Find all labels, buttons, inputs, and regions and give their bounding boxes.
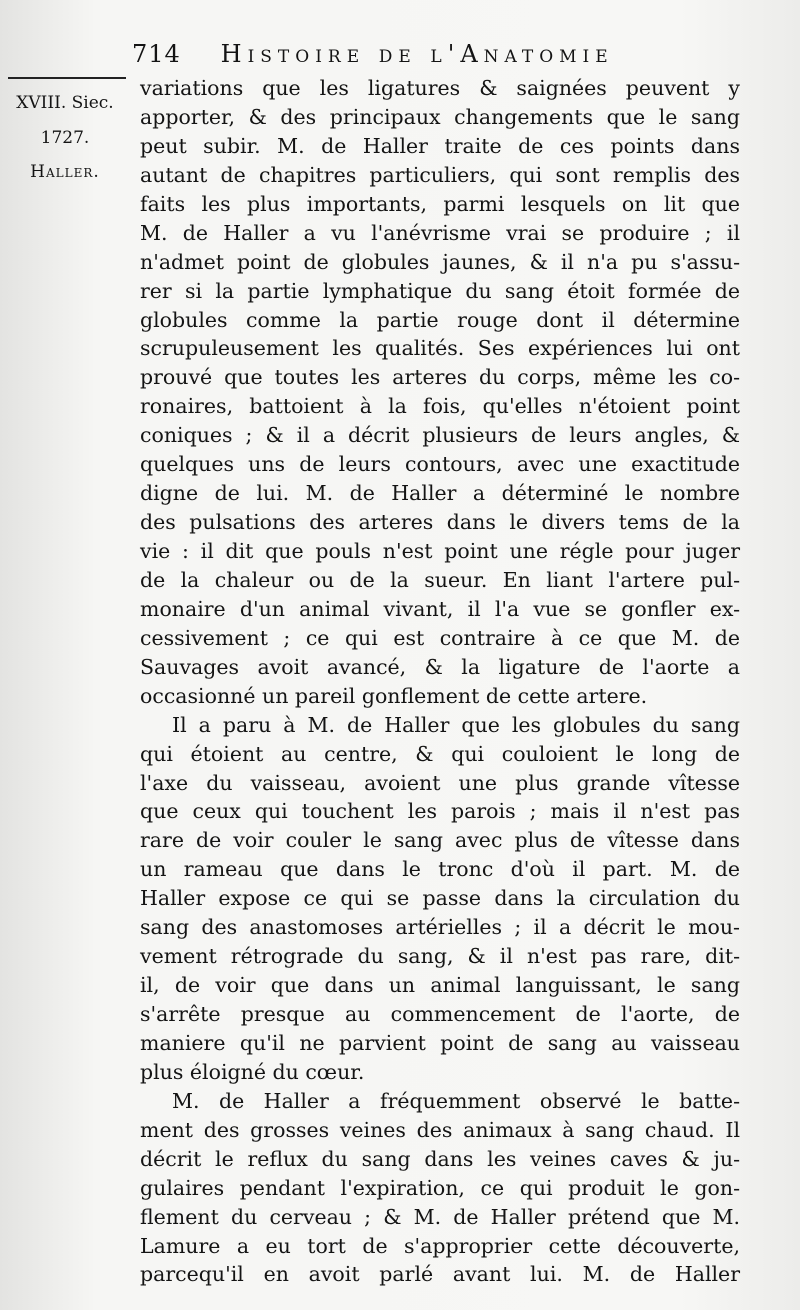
text-line: autant de chapitres particuliers, qui sont remplis des: [140, 162, 740, 187]
text-line: Haller expose ce qui se passe dans la circulation du: [140, 886, 740, 911]
text-line: faits les plus importants, parmi lesquels on lit que: [140, 191, 740, 216]
text-line: sang des anastomoses artérielles ; il a décrit le mou-: [140, 915, 740, 940]
text-line: l'axe du vaisseau, avoient une plus grande vîtesse: [140, 770, 740, 795]
text-line: décrit le reflux du sang dans les veines caves & ju-: [140, 1146, 740, 1171]
text-line: Sauvages avoit avancé, & la ligature de l'aorte a: [140, 654, 740, 679]
text-line: M. de Haller a vu l'anévrisme vrai se produire ; il: [140, 220, 740, 245]
text-line: ment des grosses veines des animaux à sang chaud. Il: [140, 1117, 740, 1142]
text-line: que ceux qui touchent les parois ; mais il n'est pas: [140, 799, 740, 824]
text-line: s'arrête presque au commencement de l'aorte, de: [140, 1002, 740, 1026]
text-line: variations que les ligatures & saignées peuvent y: [140, 76, 740, 100]
margin-note-author: Haller.: [30, 162, 100, 182]
text-line: coniques ; & il a décrit plusieurs de leurs angles, &: [140, 423, 740, 448]
text-line: vie : il dit que pouls n'est point une régle pour juger: [140, 539, 740, 563]
text-line: globules comme la partie rouge dont il détermine: [140, 307, 740, 332]
running-head: [132, 40, 782, 68]
body-text: [140, 74, 740, 1289]
margin-note-century: XVIII. Siec.: [16, 93, 114, 113]
text-line: monaire d'un animal vivant, il l'a vue se gonfler ex-: [140, 596, 740, 621]
text-line: ronaires, battoient à la fois, qu'elles n'étoient point: [140, 394, 740, 419]
paragraph-end-line: plus éloigné du cœur.: [140, 1059, 365, 1084]
text-line: gulaires pendant l'expiration, ce qui produit le gon-: [140, 1175, 740, 1200]
text-line: qui étoient au centre, & qui couloient le long de: [140, 741, 740, 766]
paragraph-first-line: M. de Haller a fréquemment observé le batte-: [172, 1088, 740, 1113]
text-line: de la chaleur ou de la sueur. En liant l'artere pul-: [140, 567, 740, 592]
margin-note-year: 1727.: [40, 128, 90, 148]
text-line: maniere qu'il ne parvient point de sang au vaisseau: [140, 1030, 740, 1055]
text-line: apporter, & des principaux changements que le sang: [140, 104, 740, 129]
text-line: cessivement ; ce qui est contraire à ce que M. de: [140, 625, 740, 650]
text-line: prouvé que toutes les arteres du corps, même les co-: [140, 365, 740, 390]
paragraph-first-line: Il a paru à M. de Haller que les globules du sang: [172, 712, 740, 737]
text-line: un rameau que dans le tronc d'où il part. M. de: [140, 857, 740, 882]
text-line: rare de voir couler le sang avec plus de vîtesse dans: [140, 828, 740, 853]
text-line: il, de voir que dans un animal languissant, le sang: [140, 973, 740, 998]
text-line: parcequ'il en avoit parlé avant lui. M. de Haller: [140, 1262, 740, 1287]
text-line: rer si la partie lymphatique du sang étoit formée de: [140, 278, 740, 303]
text-line: des pulsations des arteres dans le divers tems de la: [140, 510, 740, 535]
running-title: Histoire de l'Anatomie: [220, 40, 614, 68]
paragraph-end-line: occasionné un pareil gonflement de cette artere.: [140, 683, 648, 708]
text-line: scrupuleusement les qualités. Ses expériences lui ont: [140, 336, 740, 361]
text-line: digne de lui. M. de Haller a déterminé le nombre: [140, 481, 740, 506]
text-line: flement du cerveau ; & M. de Haller prétend que M.: [140, 1204, 740, 1229]
text-line: Lamure a eu tort de s'approprier cette découverte,: [140, 1233, 740, 1258]
text-line: peut subir. M. de Haller traite de ces points dans: [140, 133, 740, 158]
text-line: quelques uns de leurs contours, avec une exactitude: [140, 452, 740, 477]
page-number: 714: [132, 40, 181, 68]
margin-rule: [8, 77, 126, 79]
text-line: vement rétrograde du sang, & il n'est pas rare, dit-: [140, 944, 740, 969]
text-line: n'admet point de globules jaunes, & il n'a pu s'assu-: [140, 249, 740, 274]
